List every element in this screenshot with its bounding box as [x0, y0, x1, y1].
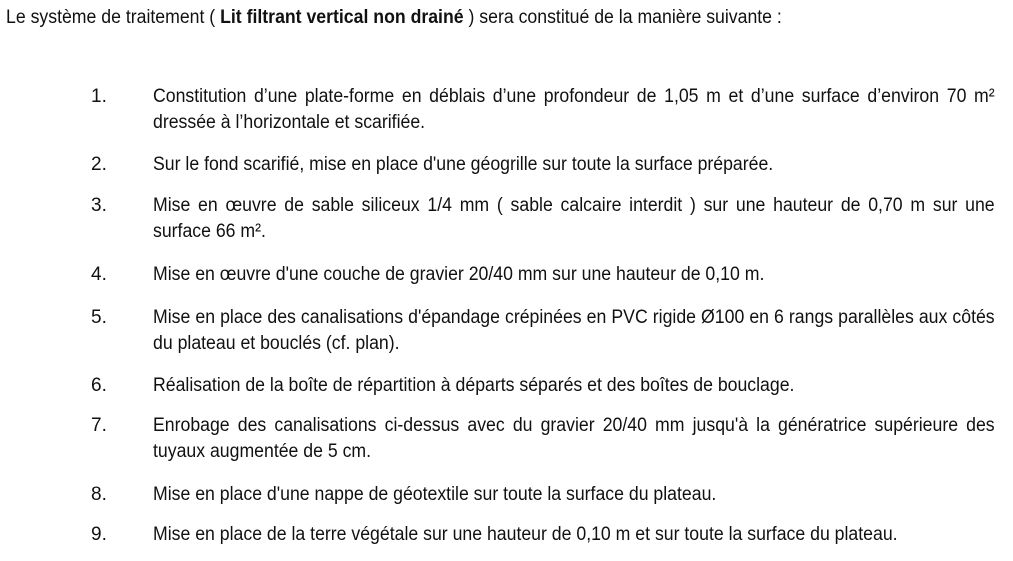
intro-text-after: ) sera constitué de la manière suivante :	[463, 7, 782, 28]
list-item-text: Sur le fond scarifié, mise en place d'une géogrille sur toute la surface préparée.	[153, 154, 774, 175]
list-item-text: Mise en œuvre d'une couche de gravier 20/40 mm sur une hauteur de 0,10 m.	[153, 264, 765, 285]
list-item-number: 6.	[91, 375, 107, 396]
list-item-text: Mise en œuvre de sable siliceux 1/4 mm ( sable calcaire interdit ) sur une hauteur de 0,70 m sur une surface 66 m².	[153, 195, 995, 242]
list-item-text: Mise en place de la terre végétale sur une hauteur de 0,10 m et sur toute la surface du plateau.	[153, 524, 898, 545]
list-item-number: 9.	[91, 524, 107, 545]
list-item-text: Réalisation de la boîte de répartition à départs séparés et des boîtes de bouclage.	[153, 375, 795, 396]
intro-paragraph	[6, 6, 782, 30]
list-item-number: 5.	[91, 307, 107, 328]
intro-text-before: Le système de traitement (	[6, 7, 221, 28]
list-item-text: Mise en place d'une nappe de géotextile sur toute la surface du plateau.	[153, 484, 717, 505]
list-item-number: 7.	[91, 415, 107, 436]
intro-text-bold: Lit filtrant vertical non drainé	[220, 7, 464, 28]
list-item-number: 2.	[91, 154, 107, 175]
list-item-number: 8.	[91, 484, 107, 505]
list-item-text: Mise en place des canalisations d'épandage crépinées en PVC rigide Ø100 en 6 rangs parallèles aux côtés du plateau et bouclés (cf. plan).	[153, 307, 995, 354]
list-item-number: 1.	[91, 86, 107, 107]
list-item-text: Enrobage des canalisations ci-dessus avec du gravier 20/40 mm jusqu'à la génératrice supérieure des tuyaux augmentée de 5 cm.	[153, 415, 995, 462]
list-item-number: 3.	[91, 195, 107, 216]
list-item-text: Constitution d’une plate-forme en déblais d’une profondeur de 1,05 m et d’une surface d’environ 70 m² dressée à l’horizontale et scarifiée.	[153, 86, 995, 133]
list-item-number: 4.	[91, 264, 107, 285]
